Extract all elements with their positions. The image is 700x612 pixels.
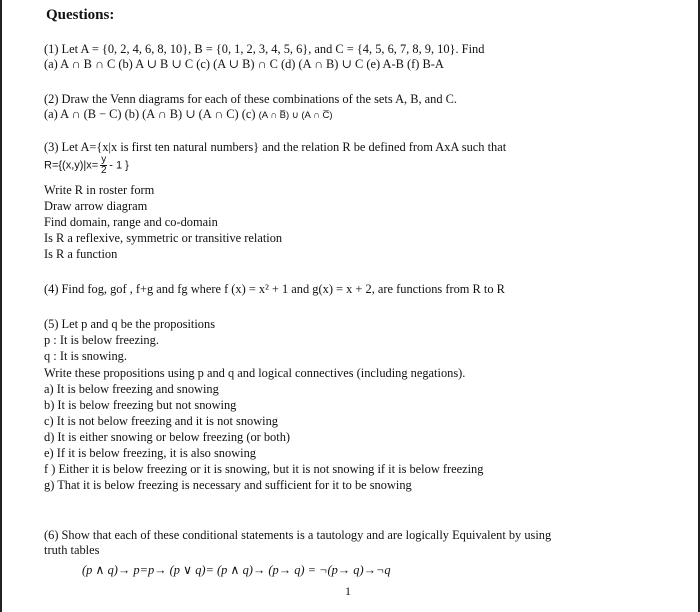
q3-fraction	[100, 155, 107, 176]
q5-intro: (5) Let p and q be the propositions	[44, 317, 216, 331]
q3-relation-prefix: R={(x,y)|x=	[44, 159, 99, 172]
q3-item: Find domain, range and co-domain	[44, 215, 218, 229]
q6-line-2: truth tables	[44, 543, 100, 557]
q2-line-1: (2) Draw the Venn diagrams for each of these combinations of the sets A, B, and C.	[44, 92, 458, 106]
q5-item: f ) Either it is below freezing or it is snowing, but it is not snowing if it is below freezing	[44, 462, 484, 476]
q5-instruction: Write these propositions using p and q and logical connectives (including negations).	[44, 366, 466, 380]
q5-prop-q: q : It is snowing.	[44, 349, 127, 363]
q3-item: Write R in roster form	[44, 183, 155, 197]
q5-prop-p: p : It is below freezing.	[44, 333, 159, 347]
q1-line-1: (1) Let A = {0, 2, 4, 6, 8, 10}, B = {0, 1, 2, 3, 4, 5, 6}, and C = {4, 5, 6, 7, 8, 9, 10}. Find	[44, 42, 485, 56]
q3-line-1: (3) Let A={x|x is first ten natural numbers} and the relation R be defined from AxA such that	[44, 140, 507, 154]
q3-fraction-numerator: y	[101, 154, 107, 165]
q1-line-2: (a) A ∩ B ∩ C (b) A ∪ B ∪ C (c) (A ∪ B) ∩ C (d) (A ∩ B) ∪ C (e) A-B (f) B-A	[44, 57, 444, 71]
q5-item: a) It is below freezing and snowing	[44, 382, 219, 396]
q2-line-2	[44, 107, 333, 123]
q3-fraction-denominator: 2	[100, 165, 107, 176]
q5-item: d) It is either snowing or below freezing (or both)	[44, 430, 291, 444]
q4-text: (4) Find fog, gof , f+g and fg where f (x) = x² + 1 and g(x) = x + 2, are functions from R to R	[44, 282, 505, 296]
q2-part-c: (A ∩ B̅) ∪ (A ∩ C̅)	[258, 110, 333, 121]
q5-item: b) It is below freezing but not snowing	[44, 398, 237, 412]
q3-relation	[44, 155, 129, 176]
page-title: Questions:	[46, 7, 115, 23]
q5-item: e) If it is below freezing, it is also snowing	[44, 446, 256, 460]
q3-item: Is R a reflexive, symmetric or transitive relation	[44, 231, 283, 245]
page-number: 1	[345, 584, 351, 598]
q2-parts-ab: (a) A ∩ (B − C) (b) (A ∩ B) ∪ (A ∩ C) (c)	[44, 107, 256, 121]
q5-item: c) It is not below freezing and it is not snowing	[44, 414, 279, 428]
q3-item: Is R a function	[44, 247, 118, 261]
q3-relation-suffix: - 1 }	[109, 159, 129, 172]
q6-formula: (p ∧ q)→ p=p→ (p ∨ q)= (p ∧ q)→ (p→ q) = ¬(p→ q)→¬q	[82, 563, 391, 577]
q3-item: Draw arrow diagram	[44, 199, 148, 213]
q6-line-1: (6) Show that each of these conditional statements is a tautology and are logically Equivalent by using	[44, 528, 552, 542]
q5-item: g) That it is below freezing is necessary and sufficient for it to be snowing	[44, 478, 412, 492]
